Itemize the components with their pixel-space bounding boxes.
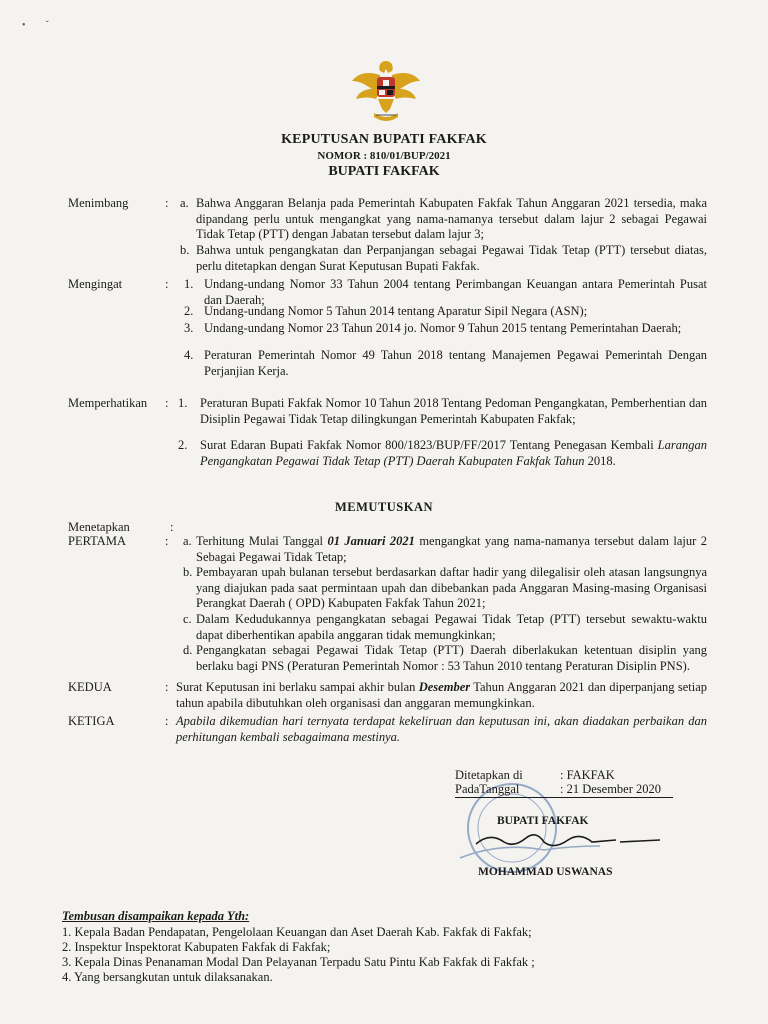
ketiga-colon: : [165,714,169,728]
memperhatikan-2-text-c: 2018. [587,453,616,468]
memperhatikan-1-text: Peraturan Bupati Fakfak Nomor 10 Tahun 2018 Tentang Pedoman Pengangkatan, Pemberhentian dan Disiplin Pegawai Tidak Tetap dilingkungan Pemerintah Kabupaten Fakfak; [200,396,707,426]
signatory-name: MOHAMMAD USWANAS [478,866,613,878]
mengingat-1-text: Undang-undang Nomor 33 Tahun 2004 tentang Perimbangan Keuangan antara Pemerintah Pusat dan Daerah; [204,277,707,307]
decree-title: KEPUTUSAN BUPATI FAKFAK [281,132,487,147]
signature-divider [455,797,673,798]
kedua-label: KEDUA [68,680,112,694]
memperhatikan-2-text-b: Larangan Pengangkatan Pegawai Tidak Tetap (PTT) Daerah Kabupaten Fakfak Tahun [200,438,707,468]
mengingat-3-text: Undang-undang Nomor 23 Tahun 2014 jo. Nomor 9 Tahun 2015 tentang Pemerintahan Daerah; [204,321,682,335]
pertama-a-marker: a. [183,534,192,548]
date-value: : 21 Desember 2020 [560,782,662,796]
mengingat-2-marker: 2. [184,304,194,318]
cc-item-1: 1. Kepala Badan Pendapatan, Pengelolaan Keuangan dan Aset Daerah Kab. Fakfak di Fakfak; [62,925,532,939]
mengingat-colon: : [165,277,169,291]
mengingat-4-text: Peraturan Pemerintah Nomor 49 Tahun 2018 tentang Manajemen Pegawai Pemerintah Dengan Perjanjian Kerja. [204,348,707,378]
kedua-pre: Surat Keputusan ini berlaku sampai akhir bulan [176,680,419,694]
menimbang-a-marker: a. [180,196,189,210]
garuda-emblem-icon [350,55,422,127]
menimbang-b-text: Bahwa untuk pengangkatan dan Perpanjangan sebagai Pegawai Tidak Tetap (PTT) tersebut diatas, perlu ditetapkan dengan Surat Keputusan Bupati Fakfak. [196,243,707,273]
kedua-post: Tahun Anggaran 2021 dan diperpanjang setiap tahun apabila dibutuhkan oleh organisasi dan anggaran memungkinkan. [176,680,708,710]
menimbang-label: Menimbang [68,196,129,210]
decree-issuer: BUPATI FAKFAK [328,164,440,179]
pertama-c-text: Dalam Kedudukannya pengangkatan sebagai Pegawai Tidak Tetap (PTT) tersebut sewaktu-waktu dapat diberhentikan apabila anggaran tidak memungkinkan; [196,612,707,642]
memperhatikan-2-text-a: Surat Edaran Bupati Fakfak Nomor 800/1823/BUP/FF/2017 Tentang Penegasan Kembali [200,438,654,452]
pertama-a-text [196,534,707,565]
ketiga-label: KETIGA [68,714,115,728]
date-label: PadaTanggal [455,782,520,796]
pertama-d-marker: d. [183,643,193,657]
kedua-month: Desember [418,680,471,694]
scan-speck: • ˇ [22,20,49,31]
memperhatikan-1-marker: 1. [178,396,188,410]
cc-title: Tembusan disampaikan kepada Yth: [62,909,250,923]
menetapkan-label: Menetapkan [68,520,130,534]
pertama-b-text: Pembayaran upah bulanan tersebut berdasarkan daftar hadir yang dilegalisir oleh atasan langsungnya yang diajukan pada saat permintaan upah dan dibebankan pada Anggaran Masing-masing Organisasi Perangkat Daerah ( OPD) Kabupaten Fakfak Tahun 2021; [196,565,707,611]
memperhatikan-label: Memperhatikan [68,396,148,410]
kedua-text [176,680,707,711]
cc-item-3: 3. Kepala Dinas Penanaman Modal Dan Pelayanan Terpadu Satu Pintu Kab Fakfak di Fakfak ; [62,955,535,969]
signature-office: BUPATI FAKFAK [497,815,589,827]
menimbang-b-marker: b. [180,243,190,257]
decree-number: NOMOR : 810/01/BUP/2021 [317,150,451,162]
mengingat-1-marker: 1. [184,277,194,291]
pertama-a-post: mengangkat yang nama-namanya tersebut dalam lajur 2 Sebagai Pegawai Tidak Tetap; [196,534,707,564]
ketiga-text: Apabila dikemudian hari ternyata terdapat kekeliruan dan keputusan ini, akan diadakan perbaikan dan perhitungan kembali sebagaimana mestinya. [176,714,707,744]
cc-item-2: 2. Inspektur Inspektorat Kabupaten Fakfak di Fakfak; [62,940,331,954]
menimbang-colon: : [165,196,169,210]
memutuskan-heading: MEMUTUSKAN [334,500,434,514]
pertama-d-text: Pengangkatan sebagai Pegawai Tidak Tetap (PTT) Daerah diberlakukan ketentuan disiplin yang berlaku bagi PNS (Peraturan Pemerintah Nomor : 53 Tahun 2010 tentang Peraturan Disiplin PNS). [196,643,707,673]
mengingat-label: Mengingat [68,277,123,291]
mengingat-2-text: Undang-undang Nomor 5 Tahun 2014 tentang Aparatur Sipil Negara (ASN); [204,304,588,318]
memperhatikan-2-marker: 2. [178,438,188,452]
place-label: Ditetapkan di [455,768,523,782]
pertama-a-pre: Terhitung Mulai Tanggal [196,534,328,548]
menimbang-a-text: Bahwa Anggaran Belanja pada Pemerintah Kabupaten Fakfak Tahun Anggaran 2021 tersedia, maka dipandang perlu untuk mengangkat yang nama-namanya tersebut dalam lajur 2 sebagai Pegawai Tidak Tetap (PTT) dengan Jabatan tersebut dalam lajur 3; [196,196,707,242]
pertama-b-marker: b. [183,565,193,579]
mengingat-3-marker: 3. [184,321,194,335]
place-value: : FAKFAK [560,768,615,782]
memperhatikan-2-text [200,438,707,469]
mengingat-4-marker: 4. [184,348,194,362]
menetapkan-colon: : [170,520,174,534]
pertama-colon: : [165,534,169,548]
pertama-label: PERTAMA [68,534,126,548]
cc-item-4: 4. Yang bersangkutan untuk dilaksanakan. [62,970,273,984]
memperhatikan-colon: : [165,396,169,410]
kedua-colon: : [165,680,169,694]
handwritten-signature-icon [470,824,670,854]
pertama-a-date: 01 Januari 2021 [327,534,415,548]
pertama-c-marker: c. [183,612,192,626]
